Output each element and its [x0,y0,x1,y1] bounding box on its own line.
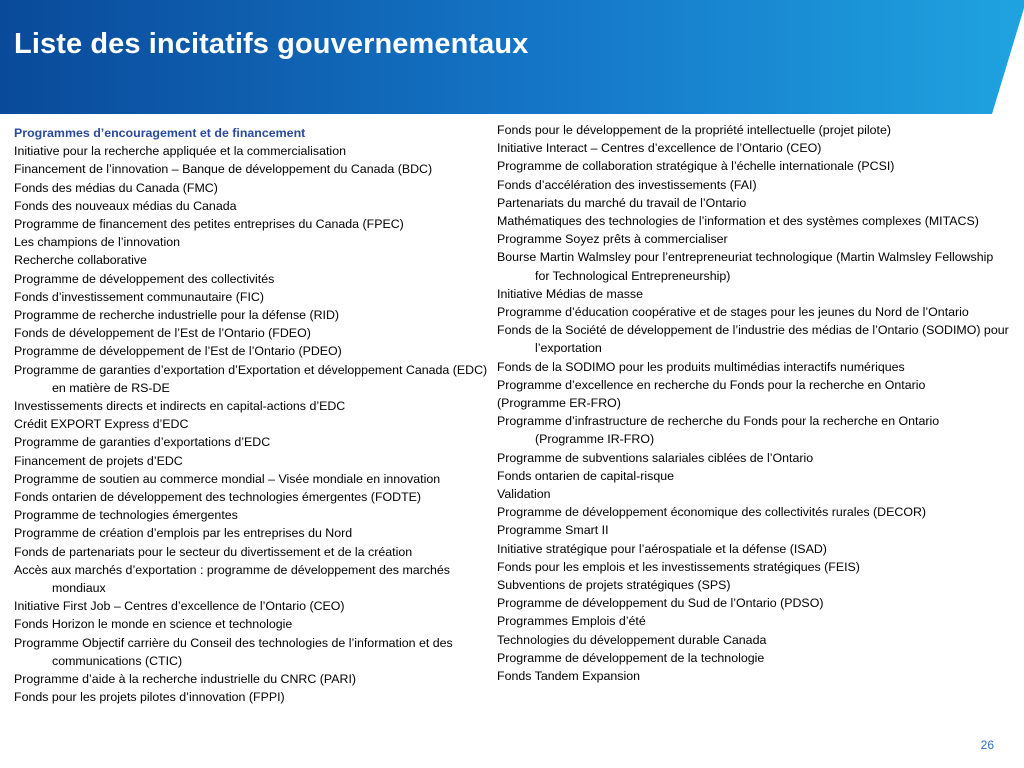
program-list-item: Programme de technologies émergentes [14,508,238,523]
left-column [14,124,490,707]
program-list-item: Programme de développement économique des collectivités rurales (DECOR) [497,505,927,520]
program-list-item: Fonds de partenariats pour le secteur du divertissement et de la création [14,544,413,559]
program-list-item: Programme de garanties d’exportation d’Exportation et développement Canada (EDC) en matière de RS-DE [14,362,488,395]
program-list-item: Initiative Médias de masse [497,286,644,301]
program-list-item: Fonds ontarien de capital-risque [497,468,675,483]
program-list-item: Fonds des nouveaux médias du Canada [14,198,237,213]
program-list-item: Programme de développement de la technologie [497,650,765,665]
program-list-item: Crédit EXPORT Express d’EDC [14,417,189,432]
right-program-list [497,121,1009,685]
program-list-item: Programme de financement des petites entreprises du Canada (FPEC) [14,217,404,232]
program-list-item: Bourse Martin Walmsley pour l’entrepreneuriat technologique (Martin Walmsley Fellowship for Technological Entrepreneurship) [497,250,994,283]
program-list-item: Initiative stratégique pour l’aérospatiale et la défense (ISAD) [497,541,827,556]
program-list-item: Programme de collaboration stratégique à l’échelle internationale (PCSI) [497,159,895,174]
slide-title: Liste des incitatifs gouvernementaux [14,28,529,60]
program-list-item: Programme de développement des collectivités [14,271,275,286]
program-list-item: Les champions de l’innovation [14,235,181,250]
program-list-item: Recherche collaborative [14,253,147,268]
left-program-list [14,142,490,706]
program-list-item: Programme Smart II [497,523,609,538]
program-list-item: Programme de création d’emplois par les entreprises du Nord [14,526,353,541]
program-list-item: Fonds pour le développement de la propriété intellectuelle (projet pilote) [497,123,891,137]
program-list-item: Programme Soyez prêts à commercialiser [497,232,728,247]
program-list-item: Initiative First Job – Centres d’excellence de l’Ontario (CEO) [14,599,345,614]
program-list-item: Programmes Emplois d’été [497,614,646,629]
right-column [497,121,1009,685]
program-list-item: Programme d’excellence en recherche du Fonds pour la recherche en Ontario [497,377,926,392]
program-list-item: Programme de subventions salariales ciblées de l’Ontario [497,450,814,465]
program-list-item: Partenariats du marché du travail de l’Ontario [497,195,747,210]
program-list-item: Programme d’aide à la recherche industrielle du CNRC (PARI) [14,672,357,687]
page-number: 26 [980,738,994,752]
program-list-item: Fonds Tandem Expansion [497,669,641,684]
program-list-item: Initiative Interact – Centres d’excellence de l’Ontario (CEO) [497,141,822,156]
program-list-item: Financement de l’innovation – Banque de développement du Canada (BDC) [14,162,433,177]
program-list-item: (Programme ER-FRO) [497,396,621,411]
program-list-item: Programme de garanties d’exportations d’EDC [14,435,271,450]
program-list-item: Investissements directs et indirects en capital-actions d’EDC [14,399,346,414]
program-list-item: Fonds ontarien de développement des technologies émergentes (FODTE) [14,490,422,505]
program-list-item: Fonds de développement de l’Est de l’Ontario (FDEO) [14,326,311,341]
program-list-item: Validation [497,487,551,502]
program-list-item: Fonds pour les projets pilotes d’innovation (FPPI) [14,690,285,705]
program-list-item: Fonds d’accélération des investissements (FAI) [497,177,757,192]
program-list-item: Fonds d’investissement communautaire (FIC) [14,289,264,304]
program-list-item: Programme de soutien au commerce mondial – Visée mondiale en innovation [14,471,441,486]
section-heading: Programmes d’encouragement et de financement [14,126,306,140]
title-banner [0,0,1024,114]
program-list-item: Technologies du développement durable Canada [497,632,767,647]
program-list-item: Fonds Horizon le monde en science et technologie [14,617,293,632]
program-list-item: Programme d’infrastructure de recherche du Fonds pour la recherche en Ontario (Programme IR-FRO) [497,414,940,447]
program-list-item: Initiative pour la recherche appliquée et la commercialisation [14,144,346,159]
program-list-item: Mathématiques des technologies de l’information et des systèmes complexes (MITACS) [497,214,979,229]
program-list-item: Fonds des médias du Canada (FMC) [14,180,218,195]
program-list-item: Programme de développement du Sud de l’Ontario (PDSO) [497,596,824,611]
program-list-item: Accès aux marchés d’exportation : programme de développement des marchés mondiaux [14,562,450,596]
program-list-item: Subventions de projets stratégiques (SPS) [497,578,731,593]
program-list-item: Programme de développement de l’Est de l’Ontario (PDEO) [14,344,342,359]
program-list-item: Fonds pour les emplois et les investissements stratégiques (FEIS) [497,559,860,574]
program-list-item: Fonds de la SODIMO pour les produits multimédias interactifs numériques [497,359,905,374]
program-list-item: Fonds de la Société de développement de l’industrie des médias de l’Ontario (SODIMO) pour l’exportation [497,323,1009,356]
program-list-item: Programme Objectif carrière du Conseil des technologies de l’information et des communications (CTIC) [14,635,453,668]
program-list-item: Programme d’éducation coopérative et de stages pour les jeunes du Nord de l’Ontario [497,305,969,320]
program-list-item: Financement de projets d’EDC [14,453,183,468]
program-list-item: Programme de recherche industrielle pour la défense (RID) [14,308,340,323]
